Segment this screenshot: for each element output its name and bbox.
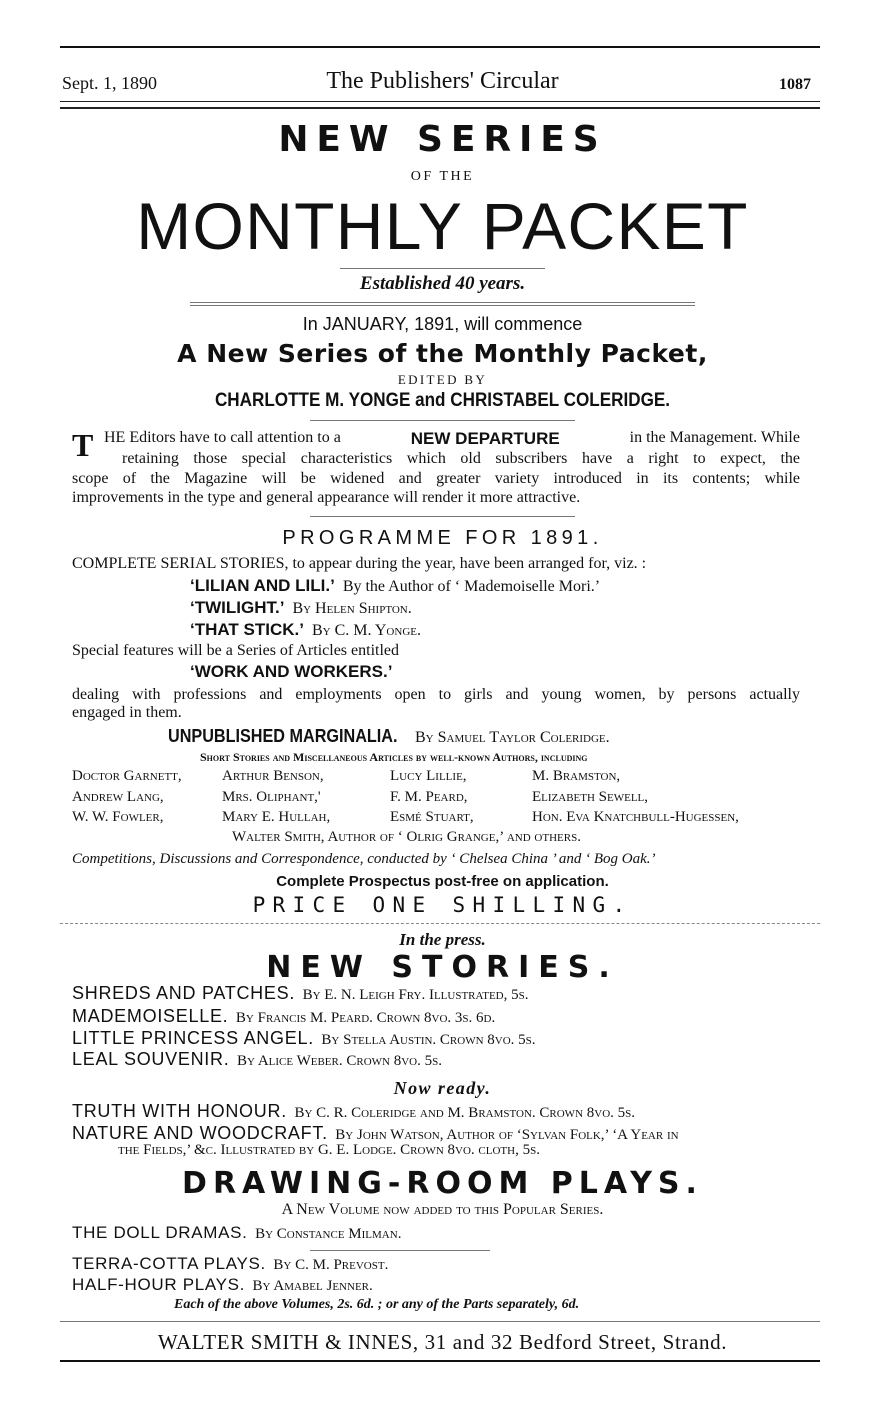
author: Arthur Benson,: [222, 768, 324, 784]
editors-rule: [310, 420, 575, 421]
book-title: SHREDS AND PATCHES.: [72, 983, 296, 1003]
new-volume-line: A New Volume now added to this Popular Series.: [281, 1201, 604, 1218]
play-title: THE DOLL DRAMAS.: [72, 1223, 248, 1242]
book-title: LEAL SOUVENIR.: [72, 1049, 230, 1069]
new-series-banner: A New Series of the Monthly Packet,: [177, 339, 708, 368]
play-item: [72, 1223, 401, 1243]
book-item: [72, 1028, 536, 1049]
author: Esmé Stuart,: [390, 809, 474, 825]
ready-details: By John Watson, Author of ‘Sylvan Folk,’ ‘A Year in: [335, 1127, 679, 1143]
programme-rule: [310, 516, 575, 517]
author: W. W. Fowler,: [72, 809, 164, 825]
marginalia-line: [168, 726, 610, 747]
walter-smith-line: Walter Smith, Author of ‘ Olrig Grange,’ and others.: [232, 829, 581, 845]
new-departure: NEW DEPARTURE: [410, 429, 560, 448]
drop-cap: T: [72, 427, 94, 463]
work-and-workers: ‘WORK AND WORKERS.’: [190, 662, 393, 681]
short-stories-line: Short Stories and Miscellaneous Articles by well-known Authors, including: [200, 750, 588, 764]
ready-item: [72, 1123, 679, 1144]
book-item: [72, 1049, 442, 1070]
serial-author: By C. M. Yonge.: [311, 622, 421, 639]
top-rule: [60, 46, 820, 48]
plays-rule: [310, 1250, 490, 1251]
marginalia-title: UNPUBLISHED MARGINALIA.: [168, 726, 398, 746]
each-volume-line: Each of the above Volumes, 2s. 6d. ; or any of the Parts separately, 6d.: [174, 1297, 580, 1312]
issue-date: Sept. 1, 1890: [62, 73, 158, 93]
author: Elizabeth Sewell,: [532, 789, 649, 805]
intro-text-a: HE Editors have to call attention to a: [104, 429, 341, 446]
serial-title: ‘TWILIGHT.’: [190, 598, 285, 617]
programme-heading: PROGRAMME FOR 1891.: [282, 527, 603, 549]
new-stories-headline: NEW STORIES.: [266, 950, 619, 985]
fields-line: the Fields,’ &c. Illustrated by G. E. Lodge. Crown 8vo. cloth, 5s.: [118, 1142, 540, 1158]
book-title: LITTLE PRINCESS ANGEL.: [72, 1028, 314, 1048]
book-item: [72, 983, 528, 1004]
editors-names: CHARLOTTE M. YONGE and CHRISTABEL COLERIDGE.: [214, 390, 671, 411]
serial-author: By the Author of ‘ Mademoiselle Mori.’: [342, 578, 601, 595]
serial-author: By Helen Shipton.: [292, 600, 412, 617]
divider-rule-2: [190, 305, 695, 306]
author: Hon. Eva Knatchbull-Hugessen,: [532, 809, 739, 825]
play-item: [72, 1254, 388, 1274]
author: Mary E. Hullah,: [222, 809, 331, 825]
intro-line-3: scope of the Magazine will be widened and greater variety introduced in its contents; while: [72, 470, 800, 487]
page-number: 1087: [779, 76, 811, 93]
competitions-line: Competitions, Discussions and Correspondence, conducted by ‘ Chelsea China ’ and ‘ Bog Oak.’: [72, 851, 656, 867]
intro-line-4: improvements in the type and general appearance will render it more attractive.: [72, 489, 581, 506]
dealing-line-1: dealing with professions and employments open to girls and young women, by persons actually: [72, 686, 800, 703]
author: Lucy Lillie,: [390, 768, 467, 784]
intro-text-c: in the Management. While: [629, 429, 800, 446]
new-series-headline: NEW SERIES: [278, 119, 607, 160]
serials-intro: COMPLETE SERIAL STORIES, to appear during the year, have been arranged for, viz. :: [72, 555, 647, 572]
author: Doctor Garnett,: [72, 768, 182, 784]
header-rule: [60, 101, 820, 102]
in-press-label: In the press.: [399, 930, 486, 949]
book-title: MADEMOISELLE.: [72, 1006, 229, 1026]
of-the-label: OF THE: [410, 169, 475, 184]
ready-details: By C. R. Coleridge and M. Bramston. Crown 8vo. 5s.: [294, 1105, 636, 1121]
play-author: By C. M. Prevost.: [273, 1257, 389, 1273]
book-item: [72, 1006, 495, 1027]
serial-item: [190, 620, 421, 640]
january-notice: In JANUARY, 1891, will commence: [302, 314, 583, 334]
marginalia-author: By Samuel Taylor Coleridge.: [415, 729, 610, 746]
header-rule-double: [60, 107, 820, 109]
serial-item: [190, 598, 412, 618]
play-author: By Constance Milman.: [255, 1226, 402, 1242]
monthly-packet-title: MONTHLY PACKET: [136, 189, 749, 263]
book-details: By Stella Austin. Crown 8vo. 5s.: [321, 1032, 536, 1048]
now-ready-label: Now ready.: [393, 1078, 492, 1098]
author: F. M. Peard,: [390, 789, 468, 805]
book-details: By Alice Weber. Crown 8vo. 5s.: [236, 1053, 442, 1069]
special-features: Special features will be a Series of Articles entitled: [72, 642, 399, 659]
dealing-line-2: engaged in them.: [72, 704, 182, 721]
ready-title: NATURE AND WOODCRAFT.: [72, 1123, 328, 1143]
drawing-room-headline: DRAWING-ROOM PLAYS.: [182, 1166, 703, 1201]
serial-title: ‘LILIAN AND LILI.’: [190, 576, 335, 595]
play-title: HALF-HOUR PLAYS.: [72, 1275, 246, 1294]
prospectus-line: Complete Prospectus post-free on application.: [276, 873, 609, 890]
edited-by-label: EDITED BY: [397, 372, 488, 387]
section-rule: [60, 923, 820, 924]
book-details: By Francis M. Peard. Crown 8vo. 3s. 6d.: [235, 1010, 496, 1026]
author: M. Bramston,: [532, 768, 621, 784]
ready-title: TRUTH WITH HONOUR.: [72, 1101, 287, 1121]
intro-line-1: [104, 429, 800, 449]
play-title: TERRA-COTTA PLAYS.: [72, 1254, 266, 1273]
author: Mrs. Oliphant,': [222, 789, 321, 805]
publisher-line: WALTER SMITH & INNES, 31 and 32 Bedford Street, Strand.: [157, 1330, 728, 1354]
book-details: By E. N. Leigh Fry. Illustrated, 5s.: [302, 987, 529, 1003]
serial-title: ‘THAT STICK.’: [190, 620, 304, 639]
divider-rule: [190, 302, 695, 303]
short-rule: [340, 268, 545, 269]
author: Andrew Lang,: [72, 789, 164, 805]
serial-item: [190, 576, 600, 596]
bottom-rule: [60, 1360, 820, 1362]
ready-item: [72, 1101, 635, 1122]
play-author: By Amabel Jenner.: [252, 1278, 373, 1294]
journal-title: The Publishers' Circular: [326, 68, 559, 94]
intro-line-2: retaining those special characteristics which old subscribers have a right to expect, the: [122, 450, 800, 467]
footer-rule: [60, 1321, 820, 1322]
play-item: [72, 1275, 373, 1295]
established-label: Established 40 years.: [359, 273, 526, 294]
price-line: PRICE ONE SHILLING.: [252, 893, 633, 917]
